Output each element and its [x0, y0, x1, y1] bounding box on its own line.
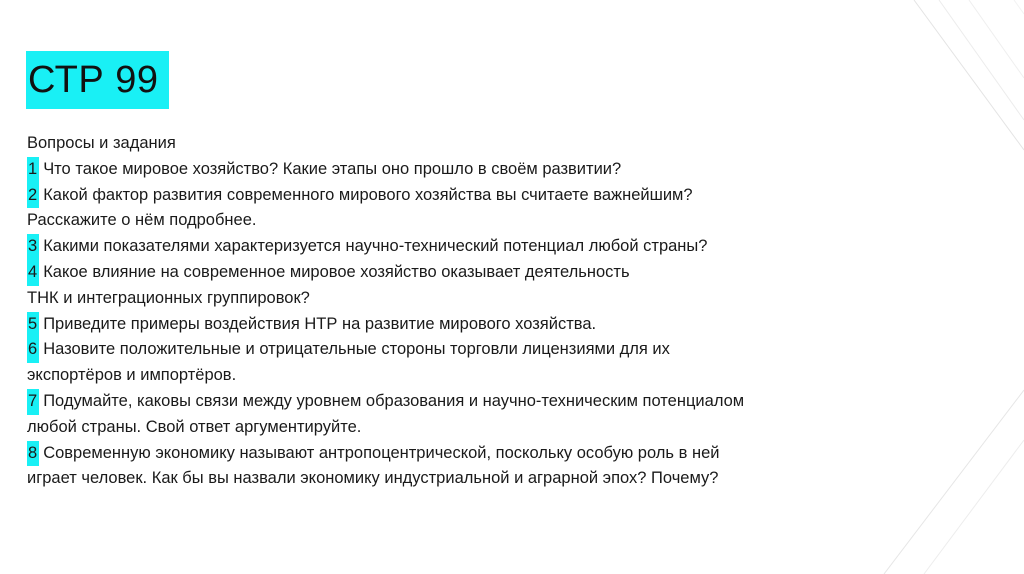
- question-number: 8: [27, 441, 39, 467]
- question-number: 3: [27, 234, 39, 260]
- question-line: [27, 337, 907, 363]
- question-number: 7: [27, 389, 39, 415]
- question-number: 1: [27, 157, 39, 183]
- question-line-continued: [27, 208, 907, 234]
- question-text: Приведите примеры воздействия НТР на развитие мирового хозяйства.: [43, 314, 597, 333]
- question-line-continued: [27, 415, 907, 441]
- question-number: 5: [27, 312, 39, 338]
- questions-block: [27, 131, 907, 492]
- question-text: Подумайте, каковы связи между уровнем образования и научно-техническим потенциалом: [43, 391, 745, 410]
- question-line: [27, 312, 907, 338]
- question-line-continued: [27, 466, 907, 492]
- question-text: Что такое мировое хозяйство? Какие этапы оно прошло в своём развитии?: [43, 159, 622, 178]
- question-line: [27, 441, 907, 467]
- question-text: Какое влияние на современное мировое хозяйство оказывает деятельность: [43, 262, 630, 281]
- slide-title: СТР 99: [28, 59, 159, 101]
- question-line: [27, 157, 907, 183]
- question-line: [27, 260, 907, 286]
- question-number: 4: [27, 260, 39, 286]
- question-number: 2: [27, 183, 39, 209]
- title-highlight: [26, 51, 169, 109]
- questions-heading: Вопросы и задания: [27, 134, 176, 152]
- question-line: [27, 234, 907, 260]
- question-text: играет человек. Как бы вы назвали экономику индустриальной и аграрной эпох? Почему?: [27, 469, 719, 488]
- question-text: Расскажите о нём подробнее.: [27, 211, 257, 230]
- question-text: Какими показателями характеризуется научно-технический потенциал любой страны?: [43, 237, 708, 256]
- question-text: любой страны. Свой ответ аргументируйте.: [27, 417, 362, 436]
- question-line-continued: [27, 363, 907, 389]
- question-text: Какой фактор развития современного мирового хозяйства вы считаете важнейшим?: [43, 185, 693, 204]
- question-line: [27, 389, 907, 415]
- question-text: ТНК и интеграционных группировок?: [27, 288, 310, 307]
- question-line: [27, 183, 907, 209]
- question-number: 6: [27, 337, 39, 363]
- question-text: Назовите положительные и отрицательные стороны торговли лицензиями для их: [43, 340, 670, 359]
- question-text: экспортёров и импортёров.: [27, 366, 237, 385]
- question-text: Современную экономику называют антропоцентрической, поскольку особую роль в ней: [43, 443, 720, 462]
- question-line-continued: [27, 286, 907, 312]
